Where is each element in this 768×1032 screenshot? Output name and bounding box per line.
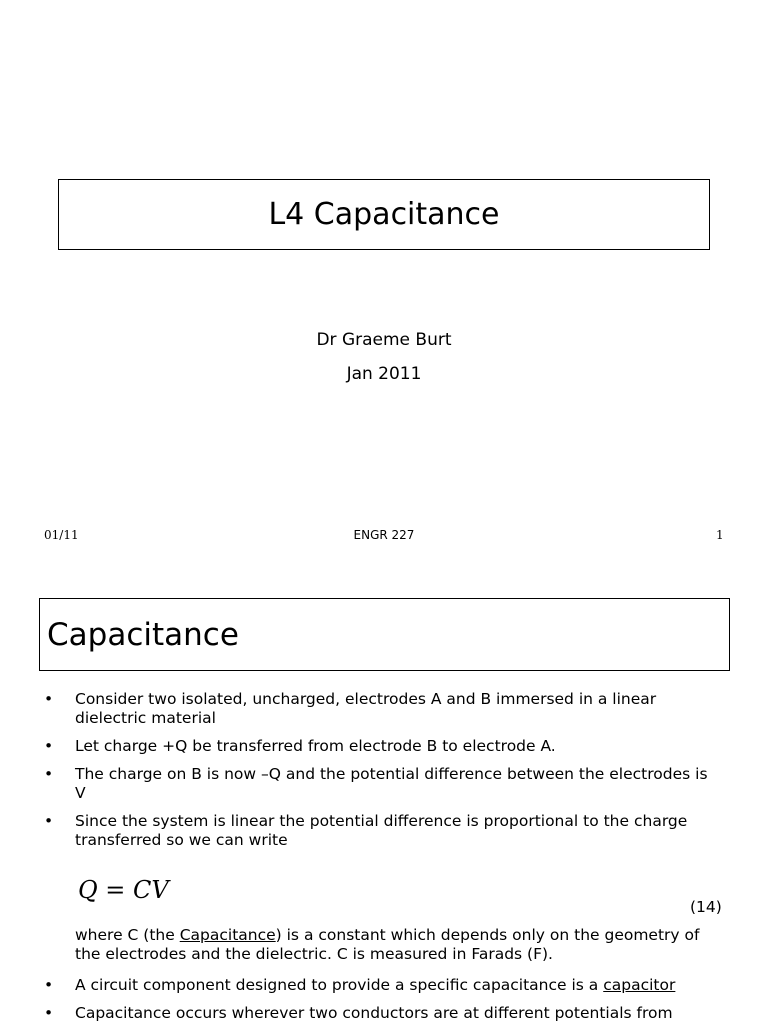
bullet-marker: •: [44, 1004, 54, 1022]
footer-course: ENGR 227: [353, 528, 415, 542]
bullet-list: [44, 690, 720, 859]
slide-title-box: [58, 179, 710, 250]
footer-date: 01/11: [44, 528, 79, 542]
where-text-end: ) is a constant which depends only on the geometry of the electrodes and the dielectric. C is measured in Farads (F).: [75, 926, 700, 963]
slide-2: [0, 560, 768, 1024]
bullet-marker: •: [44, 976, 54, 994]
capacitance-formula: Q = CV: [78, 876, 169, 904]
capacitance-term: Capacitance: [179, 926, 276, 944]
bullet-text: A circuit component designed to provide a specific capacitance is a: [75, 976, 604, 994]
bullet-marker: •: [44, 690, 54, 708]
equation-number: (14): [690, 898, 722, 916]
author-name: Dr Graeme Burt: [316, 330, 452, 350]
bullet-marker: •: [44, 812, 54, 830]
bullet-marker: •: [44, 737, 54, 755]
bullet-item: [44, 812, 720, 850]
bullet-text: The charge on B is now –Q and the potential difference between the electrodes is V: [75, 765, 708, 802]
bullet-text: Let charge +Q be transferred from electrode B to electrode A.: [75, 737, 556, 755]
slide-title: L4 Capacitance: [268, 197, 500, 232]
bullet-item: [44, 1004, 720, 1023]
slide-heading-box: [39, 598, 730, 671]
footer-page-number: 1: [716, 528, 724, 542]
bullet-text: Consider two isolated, uncharged, electrodes A and B immersed in a linear dielectric material: [75, 690, 657, 727]
where-text-start: where C (the: [75, 926, 180, 944]
bullet-item: [44, 976, 720, 995]
bullet-item: [44, 690, 720, 728]
bullet-item: [44, 765, 720, 803]
bullet-marker: •: [44, 765, 54, 783]
bullet-text: Since the system is linear the potential difference is proportional to the charge transferred so we can write: [75, 812, 688, 849]
slide-heading: Capacitance: [47, 616, 239, 653]
bullet-item: [44, 737, 720, 756]
capacitor-term: capacitor: [603, 976, 676, 994]
where-paragraph: [75, 926, 720, 964]
slide-date: Jan 2011: [346, 364, 422, 384]
bullet-text: Capacitance occurs wherever two conductors are at different potentials from: [75, 1004, 673, 1022]
